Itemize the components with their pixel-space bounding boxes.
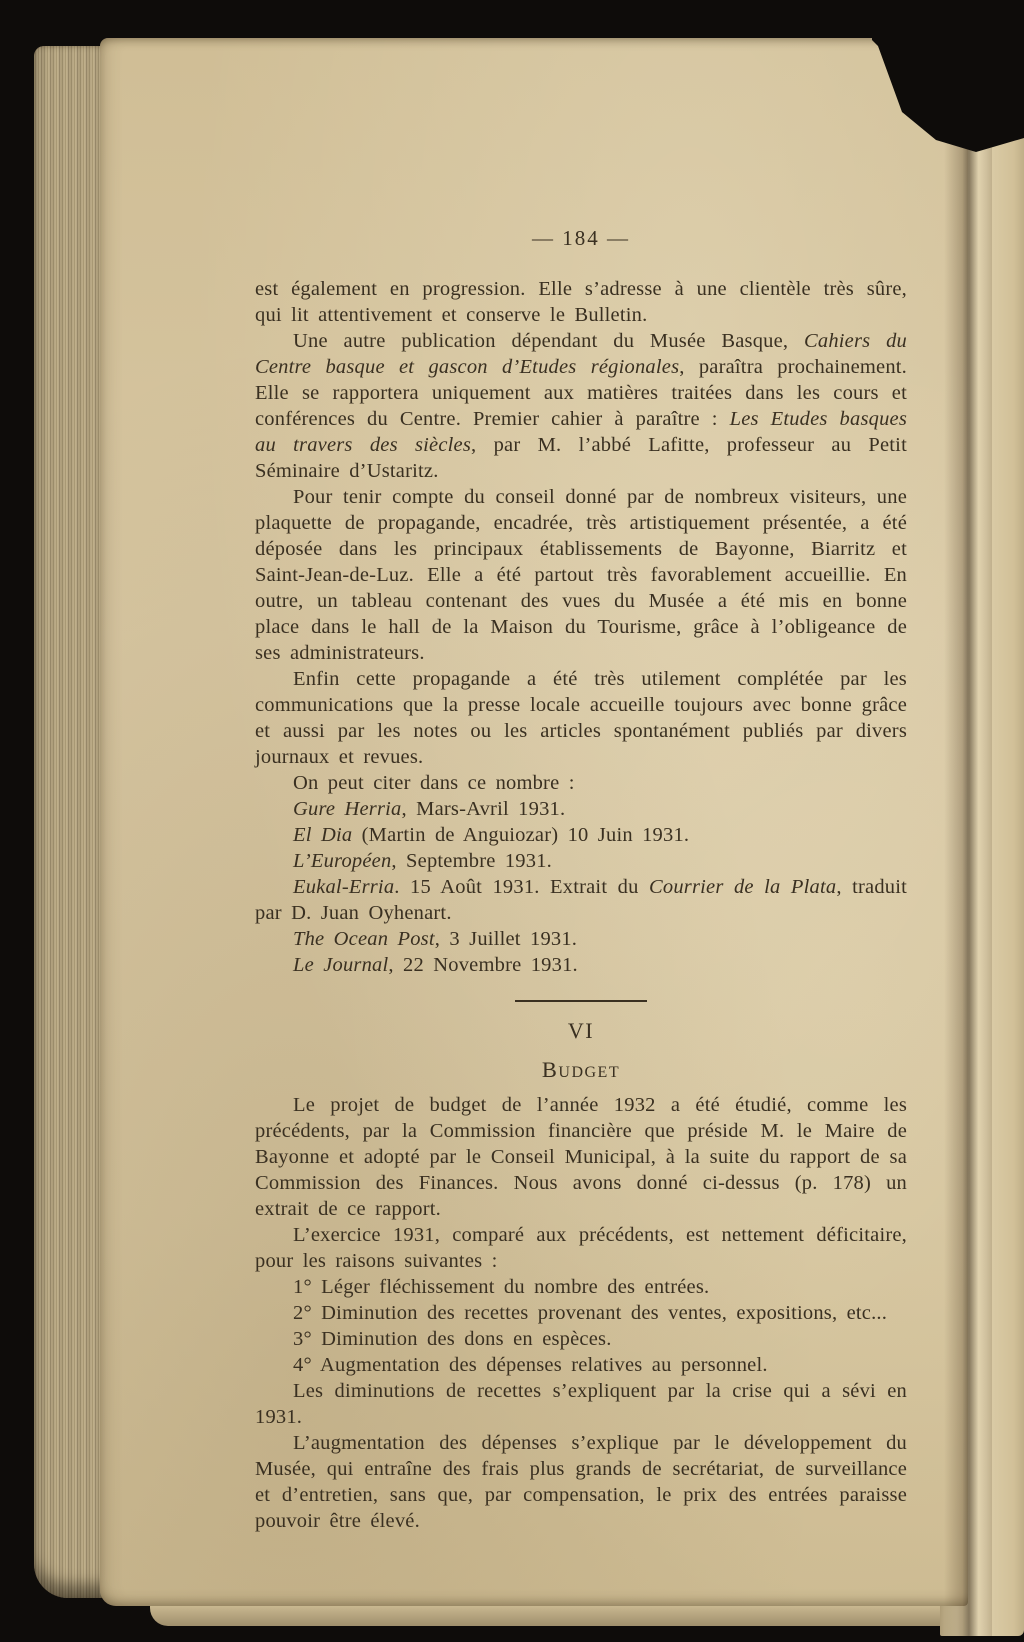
italic-text-run: L’Européen — [293, 850, 392, 872]
section-separator — [515, 1000, 647, 1002]
paragraph — [255, 1378, 907, 1430]
paragraph — [255, 796, 907, 822]
section-title: Budget — [541, 1057, 621, 1082]
italic-text-run: Gure Herria — [293, 798, 402, 820]
paragraph — [255, 1274, 907, 1300]
text-run: est également en progression. Elle s’adresse à une clientèle très sûre, qui lit attentivement et conserve le Bulletin. — [255, 278, 907, 326]
italic-text-run: Courrier de la Plata — [649, 876, 837, 898]
paragraph — [255, 770, 907, 796]
text-run: L’exercice 1931, comparé aux précédents, est nettement déficitaire, pour les raisons suivantes : — [255, 1224, 907, 1272]
text-run: (Martin de Anguiozar) 10 Juin 1931. — [352, 824, 690, 846]
paragraph — [255, 1326, 907, 1352]
paragraph — [255, 666, 907, 770]
paragraph — [255, 1092, 907, 1222]
italic-text-run: The Ocean Post — [293, 928, 435, 950]
paragraph — [255, 848, 907, 874]
paragraph — [255, 952, 907, 978]
italic-text-run: Les Etudes basques au travers des siècles — [255, 408, 907, 456]
page-text — [255, 276, 907, 1534]
page-number: — 184 — — [532, 226, 630, 250]
text-run: , par M. l’abbé Lafitte, professeur au Petit Séminaire d’Ustaritz. — [255, 434, 907, 482]
italic-text-run: Eukal-Erria — [293, 876, 395, 898]
text-run: , 3 Juillet 1931. — [434, 928, 578, 950]
text-run: 4° Augmentation des dépenses relatives au personnel. — [293, 1354, 768, 1376]
text-run: 1° Léger fléchissement du nombre des entrées. — [293, 1276, 710, 1298]
book-page — [100, 38, 968, 1606]
text-run: , paraîtra prochainement. Elle se rapportera uniquement aux matières traitées dans les cours et conférences du Centre. Premier cahier à paraître : — [255, 356, 907, 430]
paragraph — [255, 328, 907, 484]
paragraph — [255, 276, 907, 328]
italic-text-run: Cahiers du Centre basque et gascon d’Etudes régionales — [255, 330, 907, 378]
text-run: . 15 Août 1931. Extrait du — [394, 876, 650, 898]
paragraph — [255, 1222, 907, 1274]
paragraph — [255, 1300, 907, 1326]
text-run: , Mars-Avril 1931. — [401, 798, 566, 820]
paragraph — [255, 484, 907, 666]
text-run: 2° Diminution des recettes provenant des ventes, expositions, etc... — [293, 1302, 888, 1324]
text-run: Enfin cette propagande a été très utilement complétée par les communications que la presse locale accueille toujours avec bonne grâce et aussi par les notes ou les articles spontanément publiés par divers journaux et revues. — [255, 668, 907, 768]
paragraph — [255, 1430, 907, 1534]
text-run: , 22 Novembre 1931. — [388, 954, 578, 976]
section-number: VI — [567, 1018, 595, 1043]
text-run: Les diminutions de recettes s’expliquent par la crise qui a sévi en 1931. — [255, 1380, 907, 1428]
text-run: , traduit par D. Juan Oyhenart. — [255, 876, 908, 924]
text-run: 3° Diminution des dons en espèces. — [293, 1328, 612, 1350]
text-run: , Septembre 1931. — [391, 850, 552, 872]
paragraph — [255, 822, 907, 848]
text-run: L’augmentation des dépenses s’explique par le développement du Musée, qui entraîne des frais plus grands de secrétariat, de surveillance et d’entretien, sans que, par compensation, le prix des entrées paraisse pouvoir être élevé. — [255, 1432, 907, 1532]
text-run: Une autre publication dépendant du Musée Basque, — [293, 330, 804, 352]
text-run: Pour tenir compte du conseil donné par de nombreux visiteurs, une plaquette de propagande, encadrée, très artistiquement présentée, a été déposée dans les principaux établissements de Bayonne, Biarritz et Saint-Jean-de-Luz. Elle a été partout très favorablement accueillie. En outre, un tableau contenant des vues du Musée a été mis en bonne place dans le hall de la Maison du Tourisme, grâce à l’obligeance de ses administrateurs. — [255, 486, 907, 664]
text-run: Le projet de budget de l’année 1932 a été étudié, comme les précédents, par la Commission financière que préside M. le Maire de Bayonne et adopté par le Conseil Municipal, à la suite du rapport de sa Commission des Finances. Nous avons donné ci-dessus (p. 178) un extrait de ce rapport. — [255, 1094, 907, 1220]
paragraph — [255, 926, 907, 952]
text-run: On peut citer dans ce nombre : — [293, 772, 575, 794]
paragraph — [255, 874, 907, 926]
paragraph — [255, 1352, 907, 1378]
italic-text-run: Le Journal — [293, 954, 389, 976]
italic-text-run: El Dia — [293, 824, 353, 846]
